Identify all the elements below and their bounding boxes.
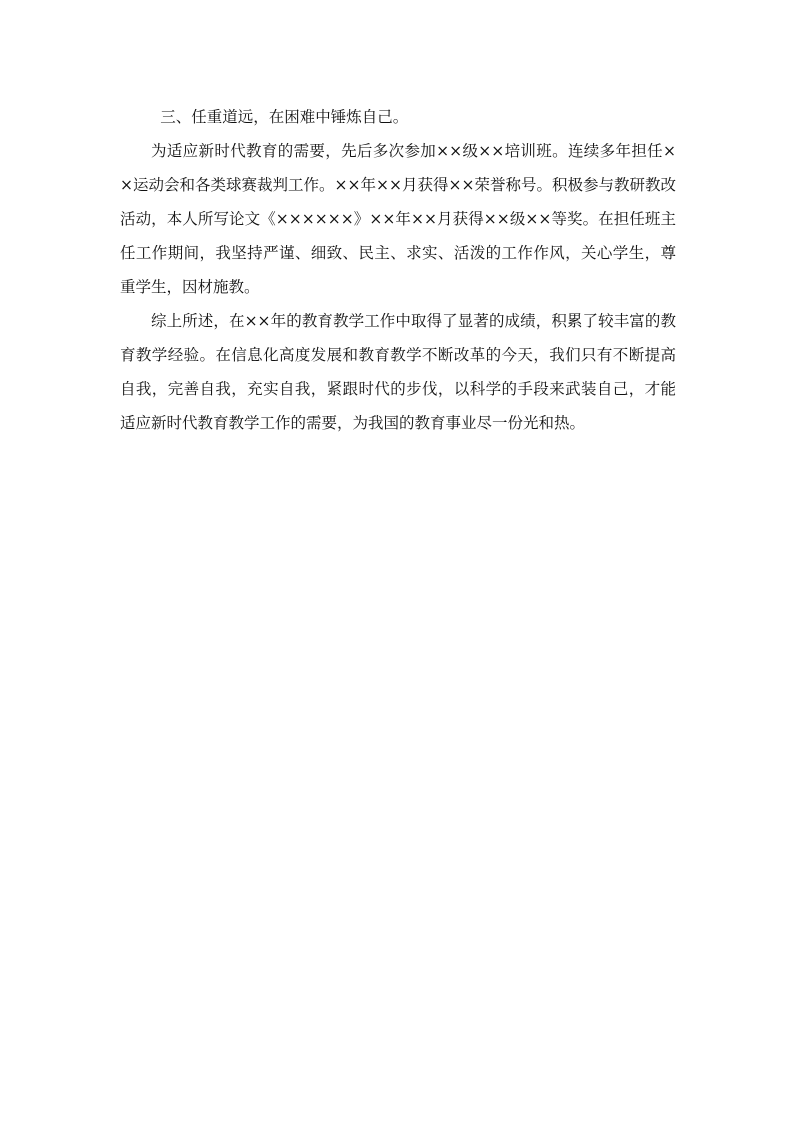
section-heading: 三、任重道远，在困难中锤炼自己。 [160, 108, 409, 126]
document-body [120, 100, 676, 440]
paragraph-achievements: 为适应新时代教育的需要，先后多次参加××级××培训班。连续多年担任××运动会和各类球赛裁判工作。××年××月获得××荣誉称号。积极参与教研教改活动，本人所写论文《××××××》××年××月获得××级××等奖。在担任班主任工作期间，我坚持严谨、细致、民主、求实、活泼的工作作风，关心学生，尊重学生，因材施教。 [120, 142, 676, 296]
paragraph-summary: 综上所述，在××年的教育教学工作中取得了显著的成绩，积累了较丰富的教育教学经验。在信息化高度发展和教育教学不断改革的今天，我们只有不断提高自我，完善自我，充实自我，紧跟时代的步伐，以科学的手段来武装自己，才能适应新时代教育教学工作的需要，为我国的教育事业尽一份光和热。 [120, 312, 676, 432]
